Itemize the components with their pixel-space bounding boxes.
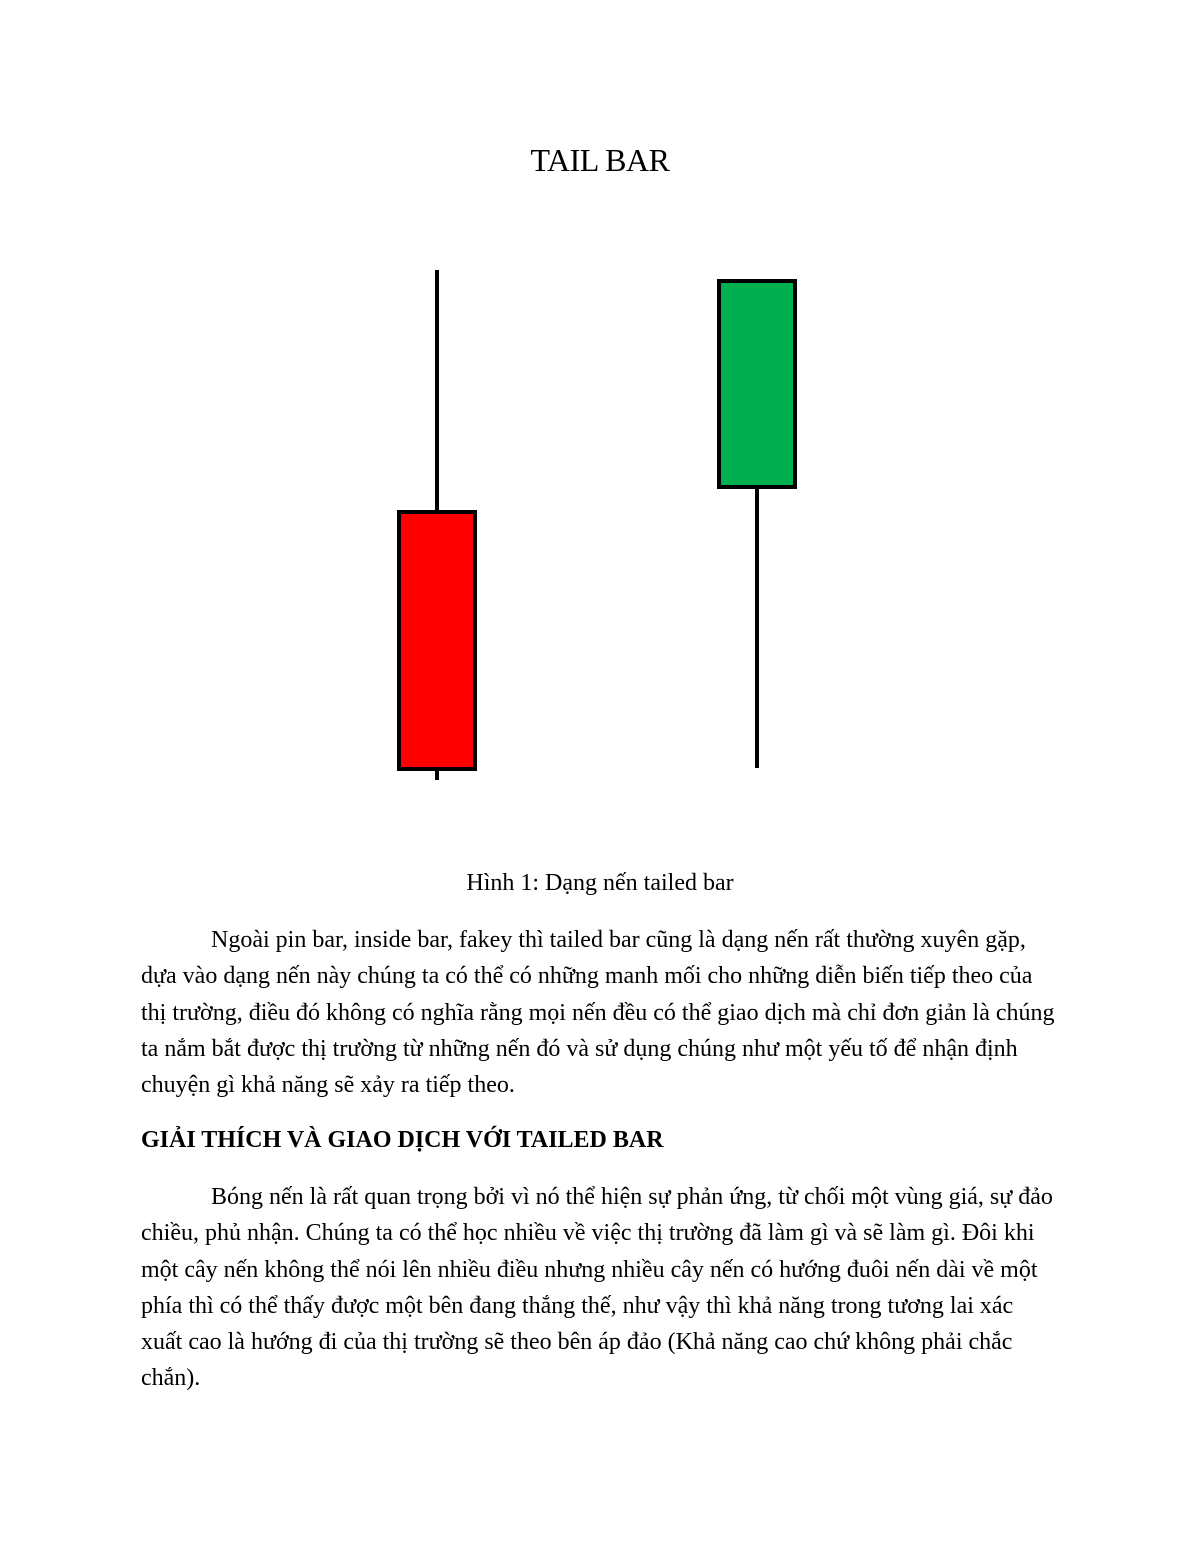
bullish-tailed-candle xyxy=(719,281,795,768)
body-paragraph-2: Bóng nến là rất quan trọng bởi vì nó thể hiện sự phản ứng, từ chối một vùng giá, sự đảo chiều, phủ nhận. Chúng ta có thể học nhiều về việc thị trường đã làm gì và sẽ làm gì. Đôi khi một cây nến không thể nói lên nhiều điều nhưng nhiều cây nến có hướng đuôi nến dài về một phía thì có thể thấy được một bên đang thắng thế, như vậy thì khả năng trong tương lai xác xuất cao là hướng đi của thị trường sẽ theo bên áp đảo (Khả năng cao chứ không phải chắc chắn). xyxy=(141,1184,1053,1392)
section-heading: GIẢI THÍCH VÀ GIAO DỊCH VỚI TAILED BAR xyxy=(141,1127,664,1153)
red-candle-body xyxy=(399,512,475,769)
figure-caption: Hình 1: Dạng nến tailed bar xyxy=(466,870,734,896)
green-candle-body xyxy=(719,281,795,487)
page-title: TAIL BAR xyxy=(530,142,670,178)
bearish-tailed-candle xyxy=(399,270,475,780)
body-paragraph-1: Ngoài pin bar, inside bar, fakey thì tailed bar cũng là dạng nến rất thường xuyên gặp, dựa vào dạng nến này chúng ta có thể có những manh mối cho những diễn biến tiếp theo của thị trường, điều đó không có nghĩa rằng mọi nến đều có thể giao dịch mà chỉ đơn giản là chúng ta nắm bắt được thị trường từ những nến đó và sử dụng chúng như một yếu tố để nhận định chuyện gì khả năng sẽ xảy ra tiếp theo. xyxy=(141,927,1055,1099)
